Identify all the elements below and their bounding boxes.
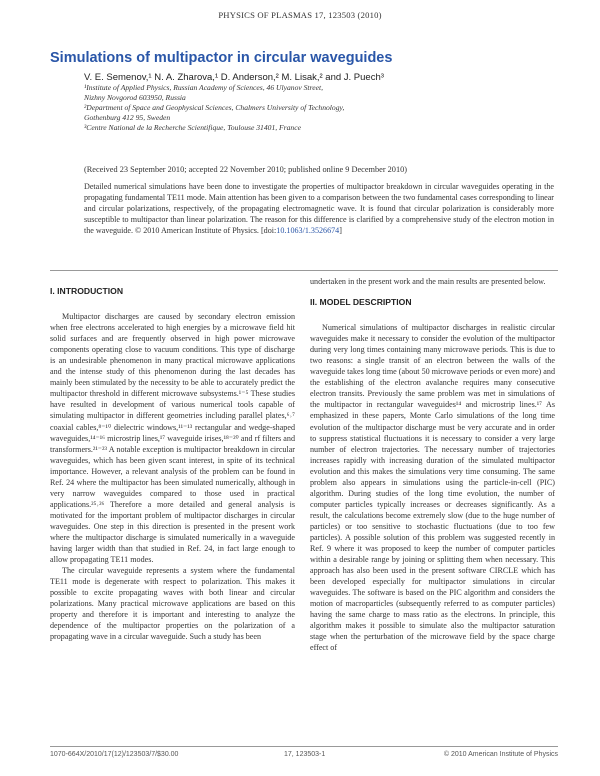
affiliation-line: Gothenburg 412 95, Sweden <box>84 113 171 122</box>
abstract-text: Detailed numerical simulations have been done to investigate the properties of multipactor breakdown in circular waveguides operating in the propagating fundamental TE11 mode. Main attention has been given to a comparison between the two fundamental cases corresponding to linear and circular polarizations, respectively, of the propagating electromagnetic wave. It is found that circular polarization is considerably more susceptible to multipactor than linear polarization. The reason for this difference is clarified by a comprehensive study of the electron motion in the waveguide. © 2010 American Institute of Physics. [doi: <box>84 182 554 235</box>
affiliation-line: ²Department of Space and Geophysical Sciences, Chalmers University of Technology, <box>84 103 345 112</box>
author-list: V. E. Semenov,¹ N. A. Zharova,¹ D. Anderson,² M. Lisak,² and J. Puech³ <box>84 72 384 83</box>
paper-title: Simulations of multipactor in circular waveguides <box>50 50 393 66</box>
abstract-close: ] <box>339 225 342 235</box>
affiliations <box>84 83 554 133</box>
footer-page-number: 17, 123503-1 <box>284 751 326 758</box>
right-column <box>310 276 555 654</box>
abstract <box>84 182 554 237</box>
affiliation-line: ¹Institute of Applied Physics, Russian Academy of Sciences, 46 Ulyanov Street, <box>84 83 323 92</box>
abstract-divider <box>50 270 558 271</box>
affiliation-line: ³Centre National de la Recherche Scientifique, Toulouse 31401, France <box>84 123 301 132</box>
footer-copyright: © 2010 American Institute of Physics <box>443 751 558 758</box>
section-heading-model: II. MODEL DESCRIPTION <box>310 297 412 308</box>
left-column <box>50 286 295 642</box>
doi-link[interactable]: 10.1063/1.3526674 <box>276 225 340 235</box>
publication-dates: (Received 23 September 2010; accepted 22 November 2010; published online 9 December 2010) <box>84 165 408 174</box>
model-paragraph-1: Numerical simulations of multipactor discharges in realistic circular waveguides make it necessary to consider the evolution of the multipactor during very long times containing many microwave periods. This is due to two reasons: a single transit of an electron between the walls of the waveguide takes long time (about 50 microwave periods or even more) and the establishing of the electron avalanche requires many consecutive electron transits. Previously the same problem was met in simulations of the multipactor in rectangular waveguides¹⁴ and microstrip lines.¹⁷ As emphasized in these papers, Monte Carlo simulations of the long time evolution of the multipactor discharge must be very accurate and in order to suppress statistical fluctuations it is necessary to consider a very large number of electron trajectories. The necessary number of trajectories increases rapidly with increasing duration of the simulated multipactor evolution and this makes the simulations very time consuming. The same problem also appears in simulations using the particle-in-cell (PIC) algorithm. During studies of the long time evolution, the number of computer particles typically increases or decreases significantly. As a result, the calculations become extremely slow (due to the huge number of particles) or too sensitive to stochastic fluctuations (due to too few particles). A possible solution of this problem was suggested recently in Ref. 9 where it was proposed to keep the number of computer particles within a desirable range by joining or splitting them when necessary. This approach has also been used in the present software CIRCLE which has been developed especially for multipactor simulations in circular waveguides. The software is based on the PIC algorithm and considers the motion of macroparticles (subsequently referred to as computer particles) having the same charge to mass ratio as the electrons. In principle, this algorithm makes it possible to simulate also the multipactor saturation stage when the perturbation of the microwave field by the space charge effect of <box>310 323 555 653</box>
footer-divider <box>50 746 558 747</box>
intro-paragraph-tail: undertaken in the present work and the main results are presented below. <box>310 277 546 286</box>
page-footer <box>50 751 558 761</box>
affiliation-line: Nizhny Novgorod 603950, Russia <box>84 93 186 102</box>
section-heading-introduction: I. INTRODUCTION <box>50 286 124 296</box>
footer-issn: 1070-664X/2010/17(12)/123503/7/$30.00 <box>50 751 179 758</box>
intro-paragraph-1: Multipactor discharges are caused by secondary electron emission when free electrons accelerated to high energies by a microwave field hit solid surfaces and are frequently observed in high power microwave components operating close to vacuum conditions. This type of discharge is an undesirable phenomenon in many practical microwave applications and the intense study of this phenomenon during the last decades has mainly been stimulated by the necessity to be able to accurately predict the multipactor threshold in different microwave subsystems.¹⁻⁵ These studies have resulted in development of various numerical tools capable of simulating multipactor in different geometries including parallel plates,⁶˒⁷ coaxial cables,⁸⁻¹⁰ dielectric windows,¹¹⁻¹³ rectangular and wedge-shaped waveguides,¹⁴⁻¹⁶ microstrip lines,¹⁷ waveguide irises,¹⁸⁻²⁰ and rf filters and transformers.²¹⁻²³ A notable exception is multipactor breakdown in circular waveguides, which has been given scant interest, in spite of its technical importance. However, a relevant analysis of the problem can be found in Ref. 24 where the multipactor has been simulated numerically, although in very narrow waveguides compared to those used in practical applications.²⁵˒²⁶ Therefore a more detailed and general analysis is motivated for the important problem of multipactor discharges in circular waveguides. One step in this direction is presented in the present work where the multipactor discharge is simulated numerically in a waveguide having larger width than that studied in Ref. 24, in fact large enough to allow propagating TE11 modes. <box>50 312 295 565</box>
running-head: PHYSICS OF PLASMAS 17, 123503 (2010) <box>218 10 382 20</box>
intro-paragraph-2: The circular waveguide represents a system where the fundamental TE11 mode is degenerate with respect to polarization. This makes it possible to excite propagating waves with both linear and circular polarizations. Many practical microwave applications are based on this property and therefore it is important and interesting to analyze the dependence of the multipactor properties on the polarization of a propagating wave in a circular waveguide. Such a study has been <box>50 566 295 642</box>
